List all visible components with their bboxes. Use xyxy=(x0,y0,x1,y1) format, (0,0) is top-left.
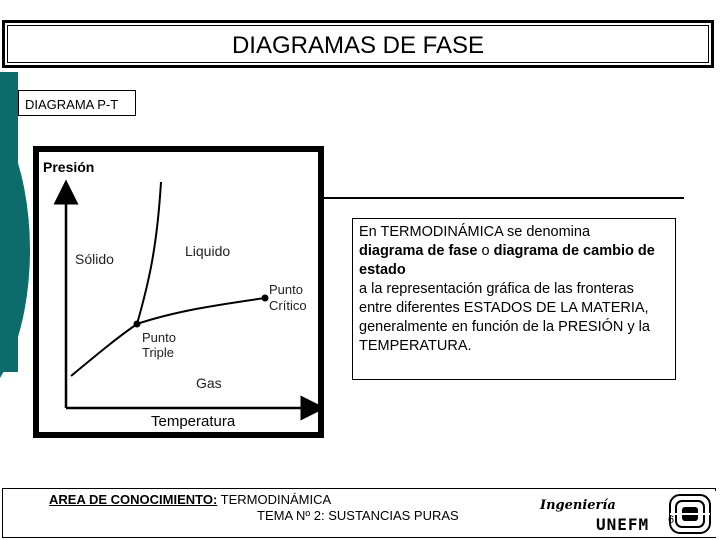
triple-point-label-1: Punto xyxy=(142,330,176,345)
triple-point-label-2: Triple xyxy=(142,345,175,360)
footer-area-label: AREA DE CONOCIMIENTO: xyxy=(49,492,218,507)
logo-ingenieria-text: Ingeniería xyxy=(540,498,616,513)
page-number: 6 xyxy=(668,514,675,526)
description-last: generalmente en función de la PRESIÓN y la TEMPERATURA. xyxy=(359,319,650,354)
subtitle-box xyxy=(18,90,136,116)
title-box xyxy=(2,20,714,68)
solid-region-label: Sólido xyxy=(75,251,114,267)
gas-region-label: Gas xyxy=(196,375,222,391)
vaporization-curve xyxy=(137,298,265,324)
description-line1: En TERMODINÁMICA se denomina xyxy=(359,224,591,240)
footer-area-value: TERMODINÁMICA xyxy=(217,492,332,507)
unefm-logo xyxy=(484,491,716,537)
triple-point-marker xyxy=(134,321,141,328)
background-stripe xyxy=(0,72,18,372)
description-box xyxy=(352,218,676,380)
liquid-region-label: Liquido xyxy=(185,243,231,259)
critical-point-label-1: Punto xyxy=(269,282,303,297)
phase-diagram-frame xyxy=(33,146,324,438)
description-bold-term2: diagrama de cambio de estado xyxy=(359,243,655,278)
slide-subtitle: DIAGRAMA P-T xyxy=(25,97,119,112)
phase-diagram xyxy=(39,152,318,432)
x-axis-label: Temperatura xyxy=(151,413,236,430)
divider-line xyxy=(324,197,684,199)
footer-topic: TEMA Nº 2: SUSTANCIAS PURAS xyxy=(257,508,459,523)
critical-point-label-2: Crítico xyxy=(269,298,307,313)
description-connector: o xyxy=(477,243,494,259)
logo-emblem-icon xyxy=(668,493,712,535)
description-rest: a la representación gráfica de las fronteras entre diferentes ESTADOS DE LA MATERIA, xyxy=(359,281,649,316)
fusion-curve xyxy=(137,182,161,324)
logo-unefm-text: UNEFM xyxy=(596,515,650,534)
description-bold-term: diagrama de fase xyxy=(359,243,478,259)
y-axis-label: Presión xyxy=(43,159,95,175)
sublimation-curve xyxy=(71,324,137,376)
slide-title: DIAGRAMAS DE FASE xyxy=(231,32,485,59)
critical-point-marker xyxy=(262,295,269,302)
